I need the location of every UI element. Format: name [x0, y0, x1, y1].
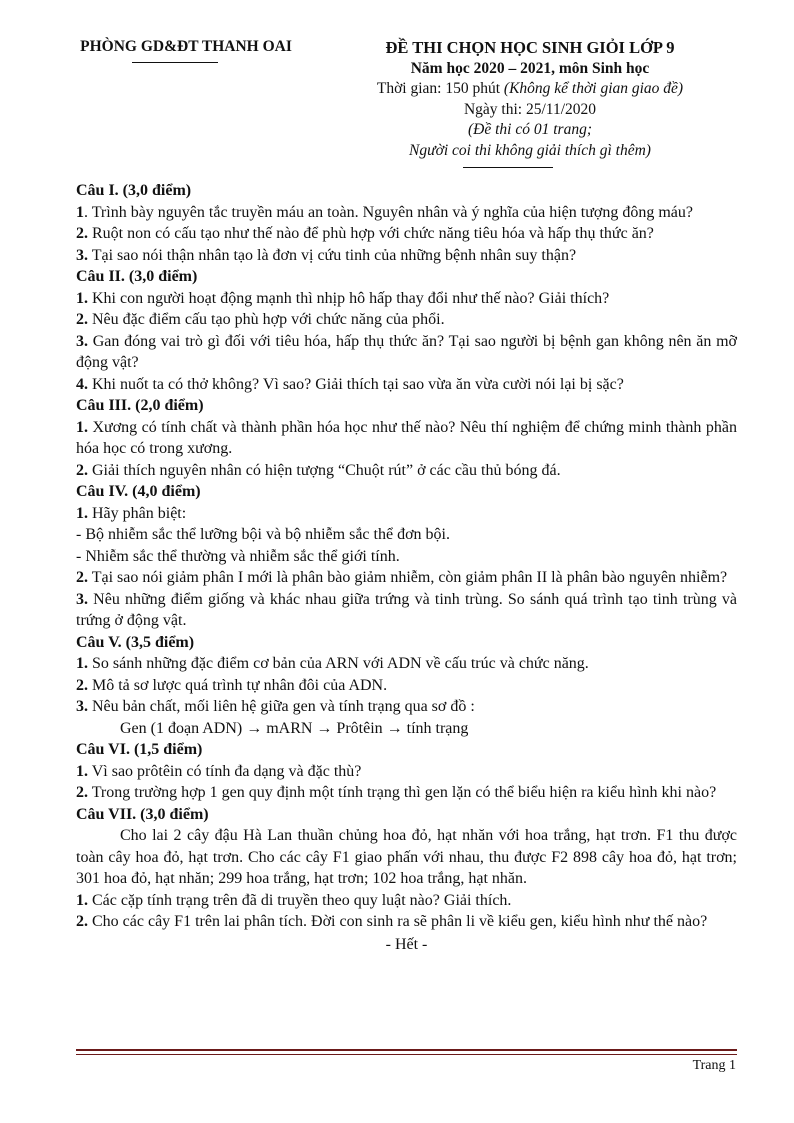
footer-rule-thick: [76, 1049, 737, 1051]
item-number: 4.: [76, 375, 88, 393]
item-number: 3.: [76, 246, 88, 264]
item-text: Các cặp tính trạng trên đã di truyền theo quy luật nào? Giải thích.: [88, 891, 512, 909]
item-number: 2.: [76, 461, 88, 479]
question-item: [76, 417, 737, 460]
question-item: [76, 567, 737, 589]
item-text: Gan đóng vai trò gì đối với tiêu hóa, hấp thụ thức ăn? Tại sao người bị bệnh gan không nên ăn mỡ động vật?: [76, 332, 737, 371]
item-text: . Trình bày nguyên tắc truyền máu an toàn. Nguyên nhân và ý nghĩa của hiện tượng đông máu?: [84, 203, 693, 221]
item-text: Tại sao nói giảm phân I mới là phân bào giảm nhiễm, còn giảm phân II là phân bào nguyên nhiễm?: [88, 569, 728, 586]
time-text: Thời gian: 150 phút: [376, 80, 504, 97]
item-number: 2.: [76, 311, 88, 328]
question-item: [76, 460, 737, 482]
question-item: [76, 696, 737, 718]
item-number: 1: [76, 203, 84, 221]
item-number: 3.: [76, 332, 88, 350]
pages-note: (Đề thi có 01 trang;: [468, 121, 592, 138]
item-text: Nêu bản chất, mối liên hệ giữa gen và tính trạng qua sơ đồ :: [88, 698, 475, 715]
item-text: Ruột non có cấu tạo như thế nào để phù hợp với chức năng tiêu hóa và hấp thụ thức ăn?: [88, 225, 654, 242]
year-subject: Năm học 2020 – 2021, môn Sinh học: [410, 59, 650, 77]
item-number: 1.: [76, 504, 88, 522]
exam-header: [330, 38, 730, 161]
item-number: 2.: [76, 676, 88, 694]
question-heading: Câu I. (3,0 điểm): [76, 182, 192, 199]
question-item: [76, 782, 737, 804]
footer-rule-thin: [76, 1054, 737, 1055]
item-text: Cho các cây F1 trên lai phân tích. Đời con sinh ra sẽ phân li về kiểu gen, kiểu hình như thế nào?: [88, 913, 708, 930]
question-item: [76, 374, 737, 396]
question-heading: Câu IV. (4,0 điểm): [76, 483, 201, 500]
question-item: [76, 825, 737, 890]
question-item: [76, 309, 737, 331]
item-text: Trong trường hợp 1 gen quy định một tính trạng thì gen lặn có thể biểu hiện ra kiểu hình khi nào?: [88, 784, 717, 801]
item-number: 2.: [76, 913, 88, 930]
item-text: Nêu đặc điểm cấu tạo phù hợp với chức năng của phổi.: [88, 311, 445, 328]
question-item: [76, 911, 737, 933]
item-number: 3.: [76, 698, 88, 715]
exam-date: Ngày thi: 25/11/2020: [463, 100, 597, 118]
question-heading: Câu V. (3,5 điểm): [76, 633, 195, 651]
item-text: Giải thích nguyên nhân có hiện tượng “Chuột rút” ở các cầu thủ bóng đá.: [88, 461, 561, 479]
time-note: (Không kể thời gian giao đề): [503, 80, 684, 97]
item-text: Xương có tính chất và thành phần hóa học như thế nào? Nêu thí nghiệm để chứng minh thành phần hóa học có trong xương.: [76, 418, 737, 457]
item-number: 1.: [76, 655, 88, 672]
question-item: [76, 245, 737, 267]
department-name: PHÒNG GD&ĐT THANH OAI: [80, 38, 292, 55]
question-item: [76, 331, 737, 374]
item-number: 1.: [76, 891, 88, 909]
header-underline: [463, 167, 553, 168]
question-item: [76, 718, 737, 740]
question-item: [76, 524, 737, 546]
end-marker: - Hết -: [385, 935, 428, 953]
item-number: 1.: [76, 762, 88, 780]
question-item: [76, 288, 737, 310]
question-item: [76, 675, 737, 697]
question-item: [76, 890, 737, 912]
exam-questions: [76, 180, 737, 955]
item-text: Cho lai 2 cây đậu Hà Lan thuần chủng hoa đỏ, hạt nhăn với hoa trắng, hạt trơn. F1 thu được toàn cây hoa đỏ, hạt trơn. Cho các cây F1 giao phấn với nhau, thu được F2 898 cây hoa đỏ, hạt trơn; 301 hoa đỏ, hạt nhăn; 299 hoa trắng, hạt trơn; 102 hoa trắng, hạt nhăn.: [76, 827, 737, 887]
item-text: Khi nuốt ta có thở không? Vì sao? Giải thích tại sao vừa ăn vừa cười nói lại bị sặc?: [88, 375, 624, 393]
question-heading: Câu VI. (1,5 điểm): [76, 741, 203, 758]
item-text: Tại sao nói thận nhân tạo là đơn vị cứu tinh của những bệnh nhân suy thận?: [88, 246, 577, 264]
item-number: 1.: [76, 418, 88, 436]
item-text: - Bộ nhiễm sắc thể lưỡng bội và bộ nhiễm sắc thể đơn bội.: [76, 526, 450, 543]
item-text: - Nhiễm sắc thể thường và nhiễm sắc thể giới tính.: [76, 547, 400, 565]
department-underline: [132, 62, 218, 63]
item-text: Hãy phân biệt:: [88, 504, 187, 522]
item-text: So sánh những đặc điểm cơ bản của ARN với ADN về cấu trúc và chức năng.: [88, 655, 589, 672]
page-number: Trang 1: [692, 1058, 736, 1073]
question-item: [76, 503, 737, 525]
item-text: Vì sao prôtêin có tính đa dạng và đặc thù?: [88, 762, 362, 780]
item-number: 1.: [76, 289, 88, 307]
item-text: Khi con người hoạt động mạnh thì nhịp hô hấp thay đổi như thế nào? Giải thích?: [88, 289, 610, 307]
question-item: [76, 761, 737, 783]
item-number: 2.: [76, 569, 88, 586]
time-line: [330, 79, 730, 100]
question-item: [76, 546, 737, 568]
question-item: [76, 202, 737, 224]
item-number: 3.: [76, 590, 88, 608]
exam-title: ĐỀ THI CHỌN HỌC SINH GIỎI LỚP 9: [385, 38, 675, 57]
question-heading: Câu III. (2,0 điểm): [76, 397, 204, 414]
item-number: 2.: [76, 784, 88, 801]
question-heading: Câu II. (3,0 điểm): [76, 268, 198, 285]
item-text: Mô tả sơ lược quá trình tự nhân đôi của ADN.: [88, 676, 388, 694]
question-item: [76, 653, 737, 675]
item-text: Nêu những điểm giống và khác nhau giữa trứng và tinh trùng. So sánh quá trình tạo tinh trùng và trứng ở động vật.: [76, 590, 737, 629]
question-heading: Câu VII. (3,0 điểm): [76, 805, 209, 823]
question-item: [76, 589, 737, 632]
item-text: Gen (1 đoạn ADN) → mARN → Prôtêin → tính trạng: [120, 719, 469, 737]
question-item: [76, 223, 737, 245]
item-number: 2.: [76, 225, 88, 242]
proctor-note: Người coi thi không giải thích gì thêm): [409, 141, 651, 159]
